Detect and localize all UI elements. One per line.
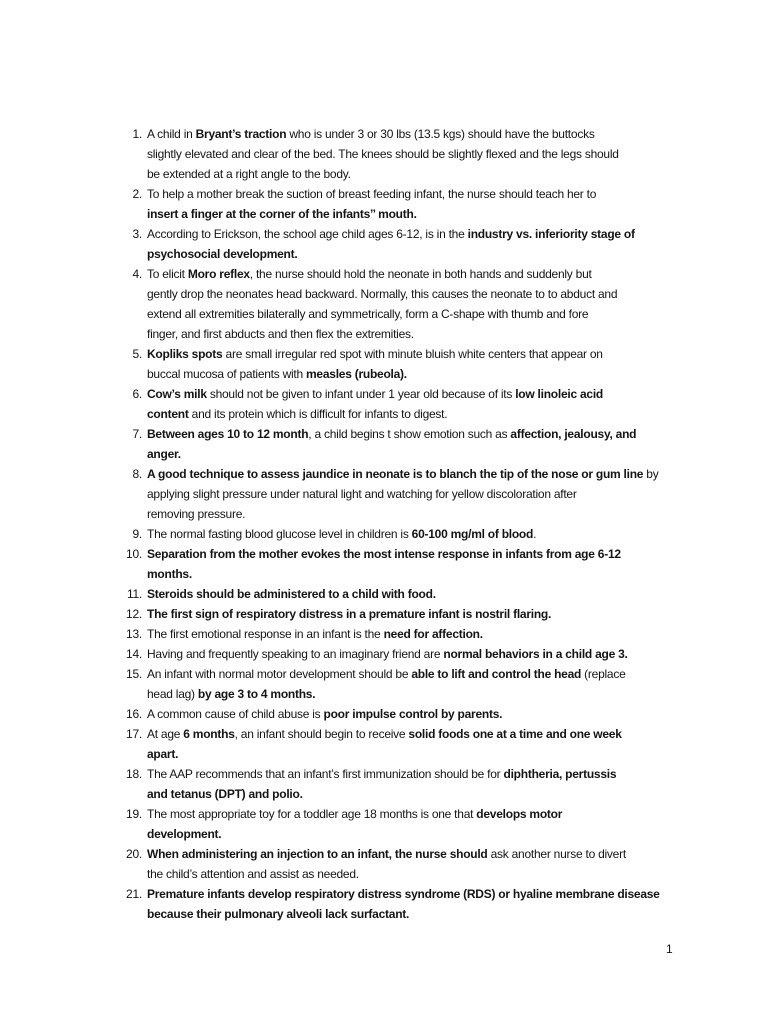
bold-text: need for affection. [383,627,483,641]
bold-text: develops motor development. [147,807,563,841]
item-text: . [533,527,537,541]
list-item-number: 8 . [118,464,142,484]
bold-text: Moro reflex [187,267,250,281]
list-item [118,584,684,604]
list-item-number: 4 . [118,264,142,284]
list-item [118,344,684,384]
item-text: The AAP recommends that an infant’s first immunization should be for [147,767,504,781]
bold-text: 6 months [183,727,235,741]
list-item-number: 6 . [118,384,142,404]
bold-text: The first sign of respiratory distress in a premature infant is nostril flaring. [147,607,552,621]
list-item [118,724,684,764]
bold-text: When administering an injection to an infant, the nurse should [147,847,491,861]
bold-text: Kopliks spots [147,347,223,361]
bold-text: A good technique to assess jaundice in neonate is to blanch the tip of the nose or gum line [147,467,644,481]
item-text: The normal fasting blood glucose level in children is [147,527,412,541]
list-item-number: 20 . [118,844,142,864]
item-text: An infant with normal motor development should be [147,667,412,681]
bold-text: poor impulse control by parents. [323,707,503,721]
item-text: A common cause of child abuse is [147,707,324,721]
bold-text: measles (rubeola). [306,367,407,381]
list-item-number: 14 . [118,644,142,664]
list-item [118,604,684,624]
list-item [118,224,684,264]
list-item-number: 2 . [118,184,142,204]
list-item-number: 13 . [118,624,142,644]
list-item [118,664,684,704]
list-item [118,704,684,724]
bold-text: by age 3 to 4 months. [197,687,316,701]
list-item-number: 18 . [118,764,142,784]
list-item [118,124,684,184]
item-text: At age [147,727,184,741]
list-item [118,764,684,804]
item-text: A child in [147,127,196,141]
item-text: ask another nurse to divert the child’s attention and assist as needed. [147,847,626,881]
list-item-number: 10 . [118,544,142,564]
bold-text: able to lift and control the head [411,667,582,681]
bold-text: Premature infants develop respiratory distress syndrome (RDS) or hyaline membrane disease because their pulmonary alveoli lack surfactant. [147,887,660,921]
list-item-number: 5 . [118,344,142,364]
list-item [118,464,684,524]
list-item-number: 19 . [118,804,142,824]
bold-text: normal behaviors in a child age 3. [443,647,628,661]
list-item-number: 7 . [118,424,142,444]
list-item-number: 1 . [118,124,142,144]
list-item [118,384,684,424]
item-text: , an infant should begin to receive [234,727,409,741]
item-text: The most appropriate toy for a toddler age 18 months is one that [147,807,477,821]
list-item [118,544,684,584]
bold-text: Separation from the mother evokes the most intense response in infants from age 6-12 months. [147,547,621,581]
list-item-number: 9 . [118,524,142,544]
item-text: who is under 3 or 30 lbs (13.5 kgs) should have the buttocks slightly elevated and clear of the bed. The knees should be slightly flexed and the legs should be extended at a right angle to the body. [147,127,619,181]
bold-text: diphtheria, pertussis and tetanus (DPT) and polio. [147,767,617,801]
item-text: (replace head lag) [147,667,626,701]
item-text: by applying slight pressure under natural light and watching for yellow discoloration after removing pressure. [147,467,659,521]
item-text: are small irregular red spot with minute bluish white centers that appear on buccal mucosa of patients with [147,347,603,381]
item-text: should not be given to infant under 1 year old because of its [206,387,516,401]
list-item-number: 15 . [118,664,142,684]
item-text: To help a mother break the suction of breast feeding infant, the nurse should teach her to [147,187,597,201]
list-item [118,424,684,464]
item-text: Having and frequently speaking to an imaginary friend are [147,647,444,661]
list-item-number: 16 . [118,704,142,724]
bold-text: industry vs. inferiority stage of psychosocial development. [147,227,635,261]
list-item-number: 17 . [118,724,142,744]
bold-text: affection, jealousy, and anger. [147,427,637,461]
list-item [118,264,684,344]
page-number: 1 [666,942,673,956]
list-item [118,884,684,924]
list-item [118,184,684,224]
bold-text: Bryant’s traction [195,127,287,141]
bold-text: 60-100 mg/ml of blood [411,527,534,541]
list-item [118,624,684,644]
list-item [118,804,684,844]
bold-text: solid foods one at a time and one week apart. [147,727,622,761]
list-item [118,844,684,884]
list-item [118,644,684,664]
item-text: , a child begins t show emotion such as [308,427,511,441]
list-item-number: 3 . [118,224,142,244]
list-item-number: 12 . [118,604,142,624]
bold-text: insert a finger at the corner of the infants’’ mouth. [147,207,417,221]
item-text: and its protein which is difficult for infants to digest. [188,407,448,421]
numbered-list [118,124,684,924]
item-text: According to Erickson, the school age child ages 6-12, is in the [147,227,468,241]
bold-text: Cow’s milk [147,387,207,401]
bold-text: Between ages 10 to 12 month [147,427,309,441]
list-item [118,524,684,544]
item-text: The first emotional response in an infant is the [147,627,384,641]
item-text: To elicit [147,267,188,281]
bold-text: Steroids should be administered to a child with food. [147,587,436,601]
bold-text: low linoleic acid content [147,387,603,421]
list-item-number: 21 . [118,884,142,904]
item-text: , the nurse should hold the neonate in both hands and suddenly but gently drop the neonates head backward. Normally, this causes the neonate to to abduct and extend all extremities bilaterally and symmetrically, form a C-shape with thumb and fore finger, and first abducts and then flex the extremities. [147,267,618,341]
list-item-number: 11 . [118,584,142,604]
